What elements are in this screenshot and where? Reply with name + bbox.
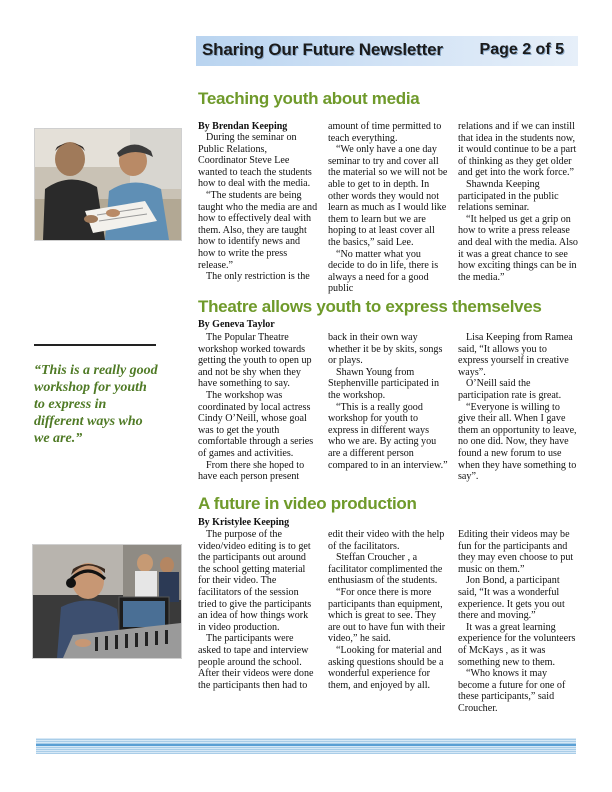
paragraph: relations and if we can instill that idea in the students now, it would continue to be a part of thinking as they get older and get into the work force.” bbox=[458, 121, 577, 179]
article-headline-theatre: Theatre allows youth to express themselves bbox=[198, 297, 542, 316]
article-1-column-2 bbox=[328, 121, 448, 295]
paragraph: back in their own way whether it be by skits, songs or plays. bbox=[328, 332, 443, 367]
article-2-column-1 bbox=[198, 332, 318, 483]
paragraph: The participants were asked to tape and interview people around the school. After their videos were done the participants then had to bbox=[198, 633, 314, 691]
paragraph: “No matter what you decide to do in life, there is always a need for a good public bbox=[328, 248, 439, 295]
paragraph: It was a great learning experience for the volunteers of McKays , as it was something new to them. bbox=[458, 621, 576, 668]
article-3-column-3 bbox=[458, 529, 578, 715]
photo-students-writing bbox=[34, 128, 182, 241]
paragraph: “We only have a one day seminar to try and cover all the material so we will not be able to get to in depth. In other words they would not learn as much as I would like them to learn but we are hoping to at least cover all the basics,” said Lee. bbox=[328, 144, 448, 248]
paragraph: The workshop was coordinated by local actress Cindy O’Neill, whose goal was to get the youth comfortable through a series of games and activities. bbox=[198, 389, 314, 459]
paragraph: Lisa Keeping from Ramea said, “It allows you to express yourself in creative ways”. bbox=[458, 332, 573, 378]
paragraph: Editing their videos may be fun for the participants and they may even choose to put music on them.” bbox=[458, 529, 574, 575]
pullquote-rule bbox=[34, 344, 156, 346]
article-3-column-1 bbox=[198, 529, 318, 691]
footer-rule bbox=[36, 744, 576, 746]
paragraph: “This is a really good workshop for youth to express in different ways who we are. By acting you are a different person compared to in an interview.” bbox=[328, 401, 448, 471]
paragraph: The purpose of the video/video editing is to get the participants out around the school getting material for their video. The facilitators of the session tried to give the participants an idea of how things work in video production. bbox=[198, 529, 312, 633]
article-1-column-1 bbox=[198, 132, 318, 283]
paragraph: From there she hoped to have each person present bbox=[198, 459, 305, 483]
paragraph: “Looking for material and asking questions should be a wonderful experience for them, and enjoyed by all. bbox=[328, 644, 444, 691]
byline-geneva-taylor: By Geneva Taylor bbox=[198, 319, 275, 330]
page-number: Page 2 of 5 bbox=[479, 41, 564, 58]
paragraph: Shawnda Keeping participated in the public relations seminar. bbox=[458, 178, 559, 214]
paragraph: The Popular Theatre workshop worked towards getting the youth to open up and not be shy when they have something to say. bbox=[198, 332, 312, 390]
paragraph: During the seminar on Public Relations, Coordinator Steve Lee wanted to teach the students how to deal with the media. bbox=[198, 132, 312, 190]
byline-kristylee-keeping: By Kristylee Keeping bbox=[198, 517, 290, 528]
paragraph: Jon Bond, a participant said, “It was a wonderful experience. It gets you out there and moving.” bbox=[458, 575, 565, 622]
paragraph: “Who knows it may become a future for one of these participants,” said Croucher. bbox=[458, 668, 566, 714]
newsletter-title: Sharing Our Future Newsletter bbox=[202, 40, 443, 59]
byline-brendan-keeping: By Brendan Keeping bbox=[198, 121, 288, 132]
article-1-column-3 bbox=[458, 121, 578, 283]
pullquote: “This is a really good workshop for youth to express in different ways who we are.” bbox=[34, 363, 158, 446]
paragraph: “Everyone is willing to give their all. When I gave them an opportunity to leave, no one did. Now, they have found a new forum to use when they have something to say”. bbox=[458, 401, 577, 483]
header-banner bbox=[196, 36, 578, 66]
paragraph: The only restriction is the bbox=[206, 271, 310, 283]
paragraph: Shawn Young from Stephenville participated in the workshop. bbox=[328, 366, 439, 401]
paragraph: edit their video with the help of the facilitators. bbox=[328, 529, 445, 552]
photo-video-editing bbox=[32, 544, 182, 659]
article-3-column-2 bbox=[328, 529, 448, 691]
article-2-column-2 bbox=[328, 332, 448, 471]
paragraph: “The students are being taught who the media are and how to effectively deal with them. Also, they are taught how to identify news and how to write the press release.” bbox=[198, 189, 318, 271]
article-2-column-3 bbox=[458, 332, 578, 483]
article-headline-video: A future in video production bbox=[198, 494, 417, 513]
paragraph: “It helped us get a grip on how to write a press release and deal with the media. Also it was a great chance to see how exciting things can be in the media.” bbox=[458, 213, 578, 283]
footer-bar bbox=[36, 738, 576, 754]
paragraph: O’Neill said the participation rate is great. bbox=[458, 378, 562, 401]
paragraph: amount of time permitted to teach everything. bbox=[328, 121, 442, 144]
paragraph: Steffan Croucher , a facilitator complimented the enthusiasm of the students. bbox=[328, 552, 443, 587]
paragraph: “For once there is more participants than equipment, which is great to see. They are out to have fun with their video,” he said. bbox=[328, 586, 446, 645]
article-headline-media: Teaching youth about media bbox=[198, 89, 420, 108]
